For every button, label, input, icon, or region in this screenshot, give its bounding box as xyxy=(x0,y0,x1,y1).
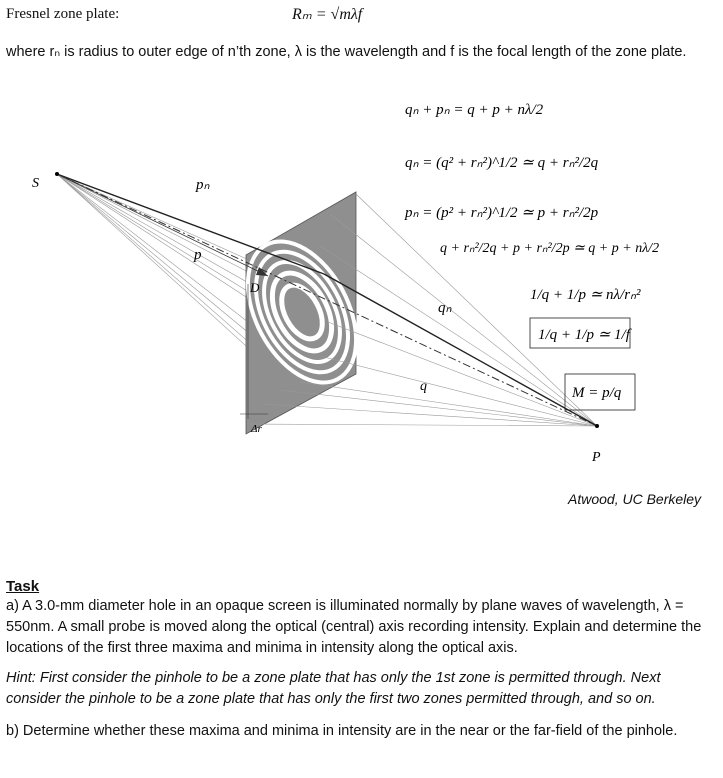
image-point xyxy=(595,424,599,428)
label-dr: Δr xyxy=(251,423,262,435)
task-part-a: a) A 3.0-mm diameter hole in an opaque screen is illuminated normally by plane waves of wavelength, λ = 550nm. A small probe is moved along the optical (central) axis recording intensity. Explain and determine the locations of the first three maxima and minima in intensity along the optical axis. xyxy=(6,598,702,656)
task-hint: Hint: First consider the pinhole to be a zone plate that has only the 1st zone is permitted through. Next consider the pinhole to be a zone plate that has only the first two zones permitted through, and so on. xyxy=(6,670,661,707)
source-point xyxy=(55,172,59,176)
figure-credit: Atwood, UC Berkeley xyxy=(568,491,702,507)
zone-plate-diagram xyxy=(0,74,723,494)
equation-reciprocal: 1/q + 1/p ≃ nλ/rₙ² xyxy=(530,287,641,303)
label-qn: qₙ xyxy=(438,300,452,316)
label-q: q xyxy=(420,379,427,394)
equation-qn: qₙ = (q² + rₙ²)^1/2 ≃ q + rₙ²/2q xyxy=(405,155,599,171)
task-heading: Task xyxy=(6,578,40,595)
equation-pn: pₙ = (p² + rₙ²)^1/2 ≃ p + rₙ²/2p xyxy=(405,205,599,221)
task-part-b: b) Determine whether these maxima and minima in intensity are in the near or the far-field of the pinhole. xyxy=(6,723,678,739)
equation-lens: 1/q + 1/p ≃ 1/f xyxy=(538,327,630,343)
equation-combined: q + rₙ²/2q + p + rₙ²/2p ≃ q + p + nλ/2 xyxy=(440,241,660,256)
label-p: p xyxy=(194,247,202,263)
equation-path-sum: qₙ + pₙ = q + p + nλ/2 xyxy=(405,102,544,118)
label-P: P xyxy=(592,450,601,465)
intro-text: where rₙ is radius to outer edge of n’th zone, λ is the wavelength and f is the focal length of the zone plate. xyxy=(6,44,687,60)
label-D: D xyxy=(250,280,260,295)
label-S: S xyxy=(32,176,39,191)
page-title: Fresnel zone plate: xyxy=(6,6,120,22)
label-pn: pₙ xyxy=(196,177,210,193)
zone-radius-formula: Rₘ = √mλf xyxy=(292,6,363,23)
equation-magnification: M = p/q xyxy=(572,385,622,401)
